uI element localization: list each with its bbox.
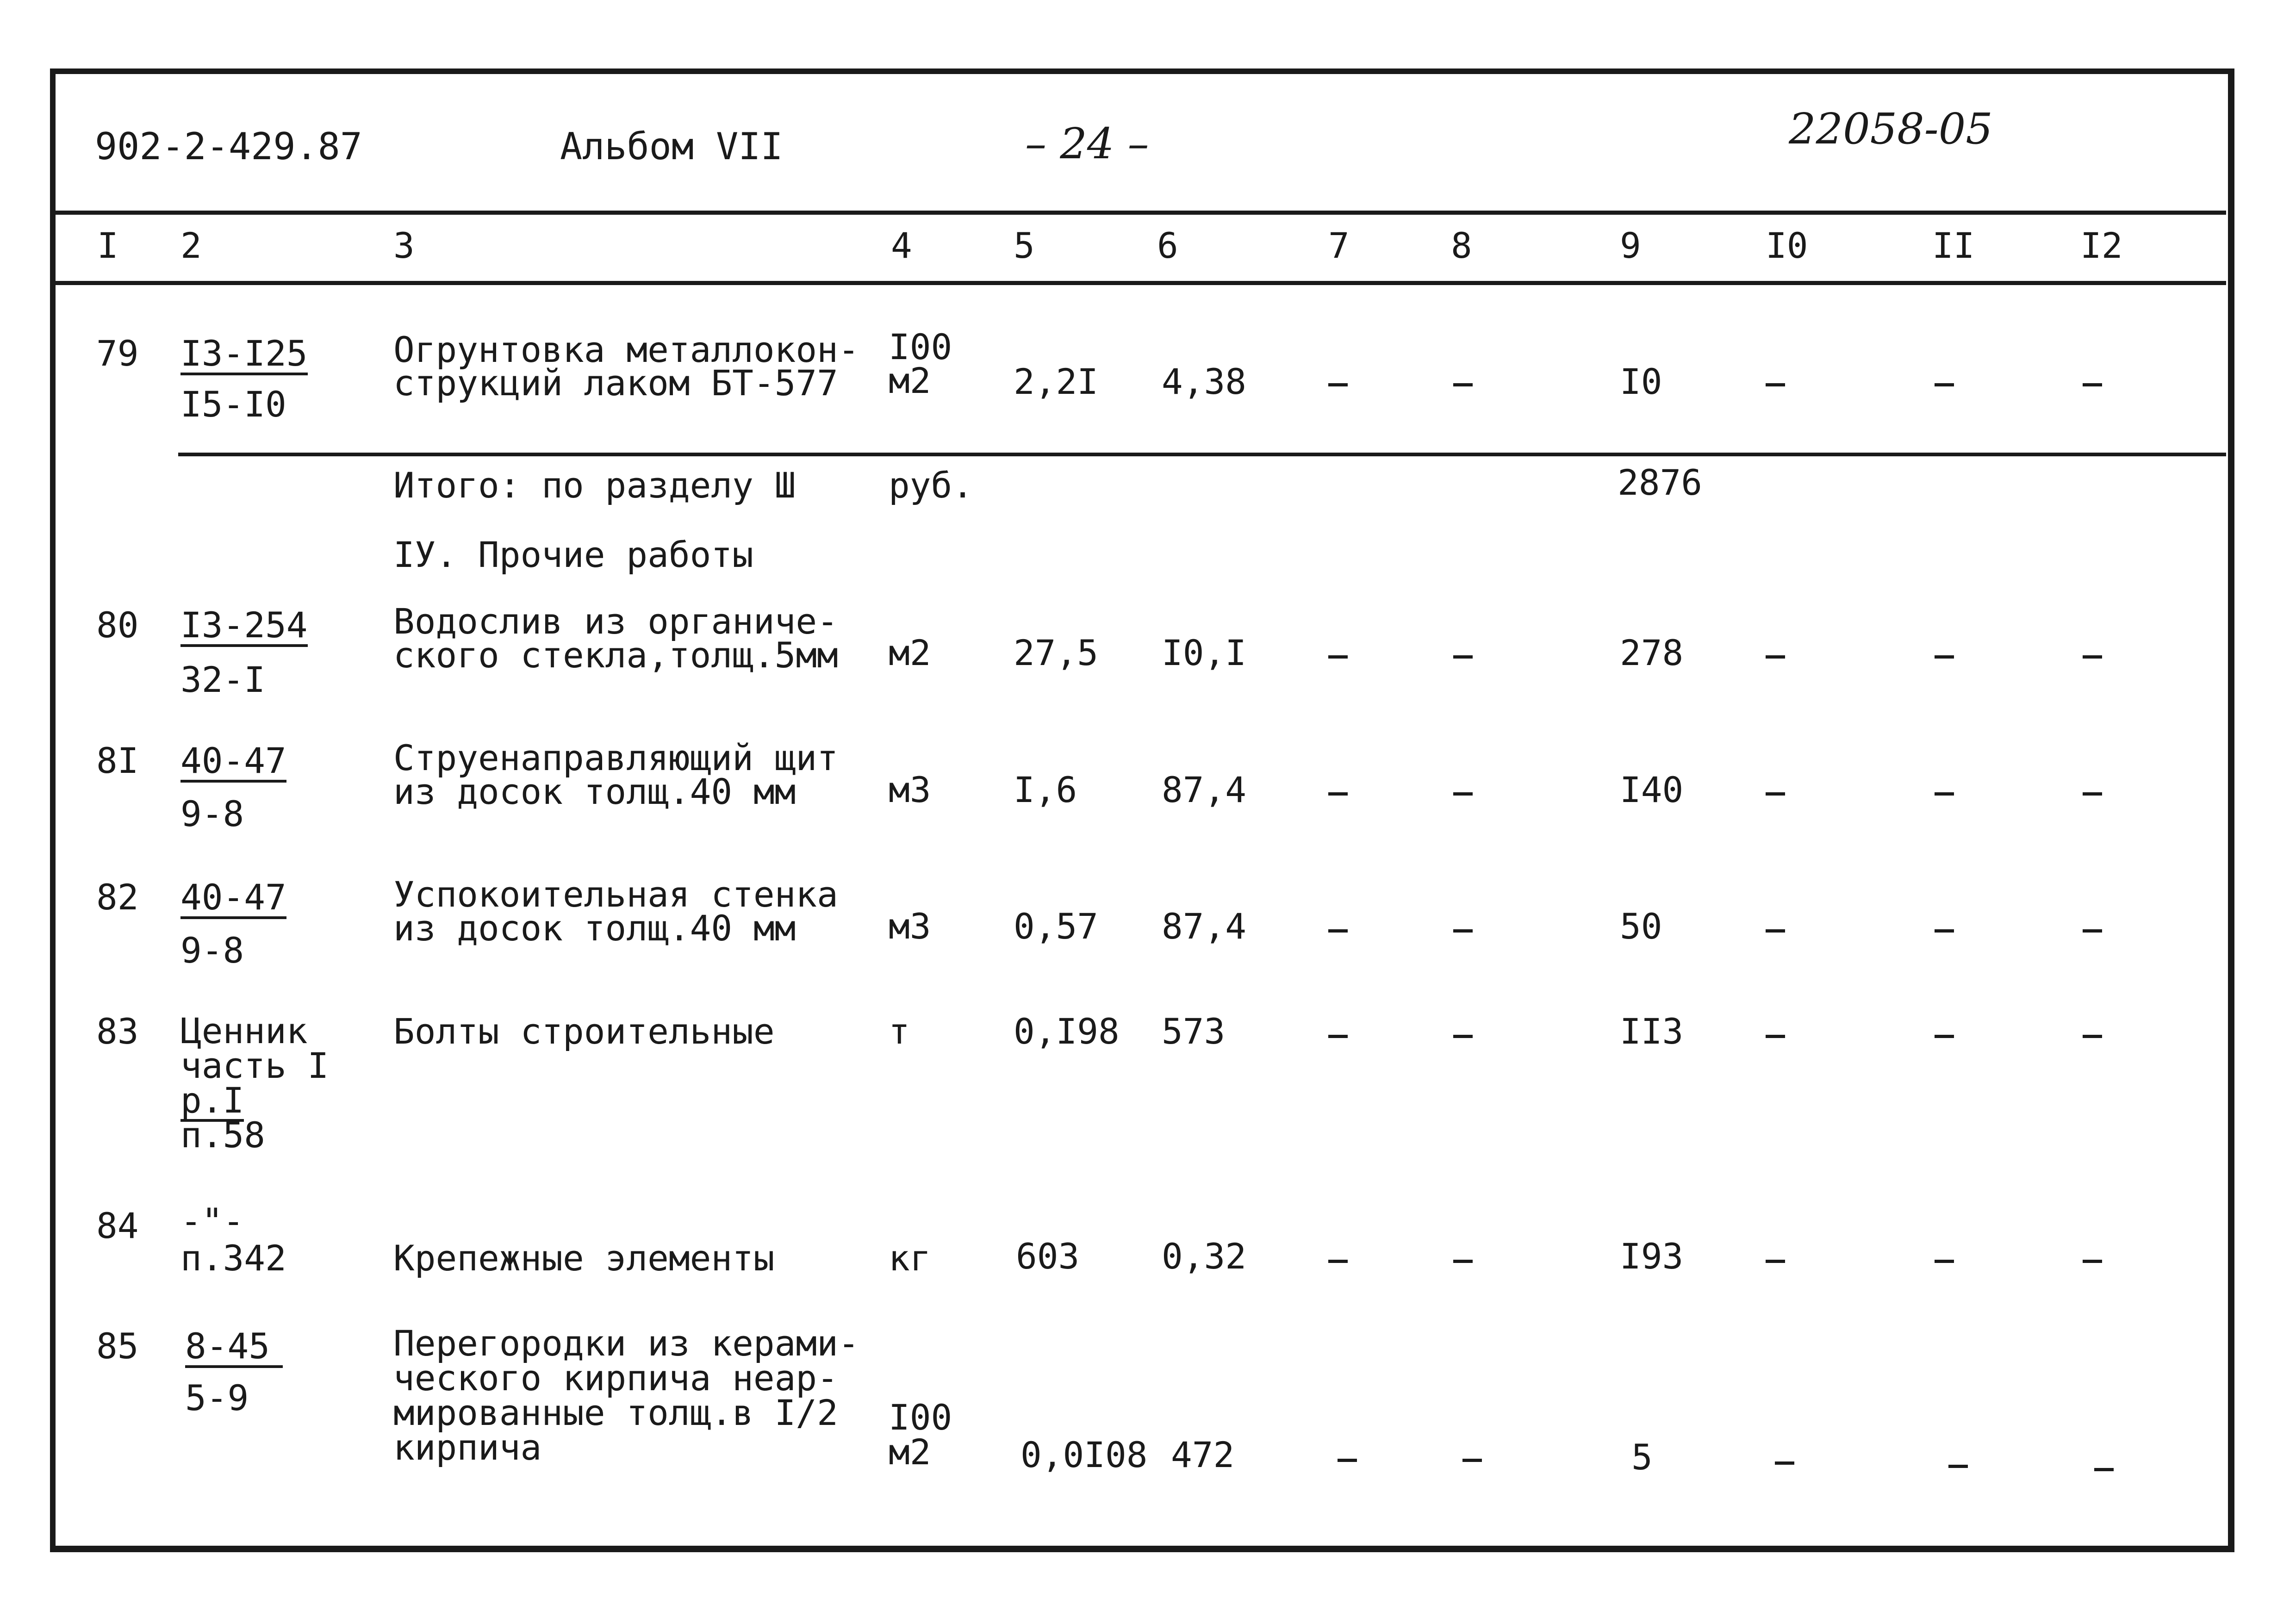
total-cost: I40 [1620,769,1684,810]
col-header-11: II [1932,225,1975,266]
unit: м2 [889,360,931,401]
work-description: мированные толщ.в I/2 [393,1392,838,1433]
total-cost: 5 [1631,1436,1653,1478]
dash [1766,929,1785,933]
total-cost: 50 [1620,906,1662,947]
unit: т [889,1011,910,1052]
dash [1766,655,1785,659]
album-label: Альбом VII [560,125,783,168]
norm-code: I3-254 [180,607,308,647]
unit-price: 87,4 [1162,769,1247,810]
work-description: ческого кирпича неар- [393,1357,838,1399]
col-header-4: 4 [891,225,912,266]
quantity: 27,5 [1014,632,1099,673]
unit: м3 [889,769,931,810]
subtotal-value: 2876 [1618,462,1703,503]
unit: кг [889,1237,931,1279]
row-number: 84 [96,1205,139,1246]
dash [1766,792,1785,796]
dash [1328,1035,1348,1038]
dash [1935,792,1954,796]
dash [1453,655,1473,659]
work-description: из досок толщ.40 мм [393,908,796,949]
work-description: Успокоительная стенка [393,874,838,915]
dash [1935,1035,1954,1038]
norm-code-line: п.58 [180,1114,266,1156]
norm-code: 8-45 [185,1328,283,1368]
unit: м2 [889,632,931,673]
norm-code-sub: 32-I [180,659,266,700]
norm-code: I3-I25 [180,336,308,375]
dash [1766,1035,1785,1038]
dash [2083,792,2102,796]
dash [1328,1260,1348,1263]
dash [1948,1465,1968,1468]
norm-code-line: п.342 [180,1237,286,1279]
norm-code: 40-47 [180,743,286,783]
unit: м3 [889,906,931,947]
norm-code-line: часть I [180,1045,329,1086]
unit: м2 [889,1431,931,1473]
norm-code-sub: 9-8 [180,793,244,834]
quantity: 2,2I [1014,361,1099,402]
dash [1935,655,1954,659]
dash [1453,929,1473,933]
col-header-3: 3 [393,225,415,266]
dash [1338,1459,1357,1462]
col-header-6: 6 [1157,225,1178,266]
section-title: IУ. Прочие работы [393,534,753,575]
work-description: Перегородки из керами- [393,1323,859,1364]
dash [1328,655,1348,659]
dash [2083,655,2102,659]
norm-code-line: -"- [180,1200,244,1242]
dash [2083,1260,2102,1263]
header-top-rule [56,211,2226,215]
page-number: – 24 – [1025,119,1149,168]
dash [1766,1260,1785,1263]
project-number: 22058-05 [1789,104,1993,154]
norm-code-line: р.I [180,1080,244,1121]
dash [1328,383,1348,386]
dash [1453,383,1473,386]
dash [1935,929,1954,933]
dash [2083,1035,2102,1038]
subtotal-unit: руб. [889,465,974,506]
unit-price: 4,38 [1162,361,1247,402]
document-frame [50,68,2234,1552]
col-header-10: I0 [1766,225,1808,266]
col-header-7: 7 [1328,225,1350,266]
col-header-12: I2 [2080,225,2123,266]
dash [1462,1459,1482,1462]
col-header-5: 5 [1014,225,1035,266]
norm-code-line: Ценник [180,1010,308,1051]
unit-price: 87,4 [1162,906,1247,947]
norm-code-sub: 9-8 [180,930,244,971]
work-description: Огрунтовка металлокон- [393,329,859,370]
total-cost: 278 [1620,632,1684,673]
work-description: Болты строительные [393,1011,775,1052]
quantity: 0,I98 [1014,1011,1120,1052]
dash [1935,383,1954,386]
unit-price: 573 [1162,1011,1226,1052]
row-separator-rule [178,453,2226,456]
col-header-1: I [97,225,118,266]
dash [1935,1260,1954,1263]
dash [1775,1461,1794,1465]
row-number: 80 [96,604,139,646]
total-cost: I93 [1620,1236,1684,1277]
work-description: Струенаправляющий щит [393,737,838,778]
total-cost: I0 [1620,361,1662,402]
subtotal-label: Итого: по разделу Ш [393,465,796,506]
unit-price: I0,I [1162,632,1247,673]
dash [1453,792,1473,796]
quantity: I,6 [1014,769,1077,810]
norm-code-sub: 5-9 [185,1377,249,1418]
row-number: 82 [96,877,139,918]
work-description: из досок толщ.40 мм [393,771,796,812]
dash [1453,1260,1473,1263]
unit: I00 [889,1397,952,1438]
dash [1328,929,1348,933]
doc-code: 902-2-429.87 [95,125,362,168]
work-description: ского стекла,толщ.5мм [393,634,838,676]
work-description: струкций лаком БТ-577 [393,362,838,404]
col-header-9: 9 [1620,225,1641,266]
quantity: 0,0I08 [1020,1434,1148,1475]
norm-code: 40-47 [180,879,286,919]
unit-price: 472 [1171,1434,1235,1475]
dash [2083,383,2102,386]
header-bottom-rule [56,281,2226,285]
col-header-8: 8 [1451,225,1472,266]
row-number: 83 [96,1011,139,1052]
col-header-2: 2 [180,225,202,266]
quantity: 603 [1016,1236,1080,1277]
work-description: кирпича [393,1427,542,1468]
unit-price: 0,32 [1162,1236,1247,1277]
dash [2083,929,2102,933]
work-description: Крепежные элементы [393,1237,775,1279]
dash [1453,1035,1473,1038]
work-description: Водослив из органиче- [393,601,838,642]
row-number: 8I [96,740,139,781]
norm-code-sub: I5-I0 [180,384,286,425]
total-cost: II3 [1620,1011,1684,1052]
unit: I00 [889,326,952,367]
quantity: 0,57 [1014,906,1099,947]
row-number: 79 [96,333,139,374]
dash [2094,1468,2114,1471]
row-number: 85 [96,1325,139,1367]
dash [1328,792,1348,796]
dash [1766,383,1785,386]
